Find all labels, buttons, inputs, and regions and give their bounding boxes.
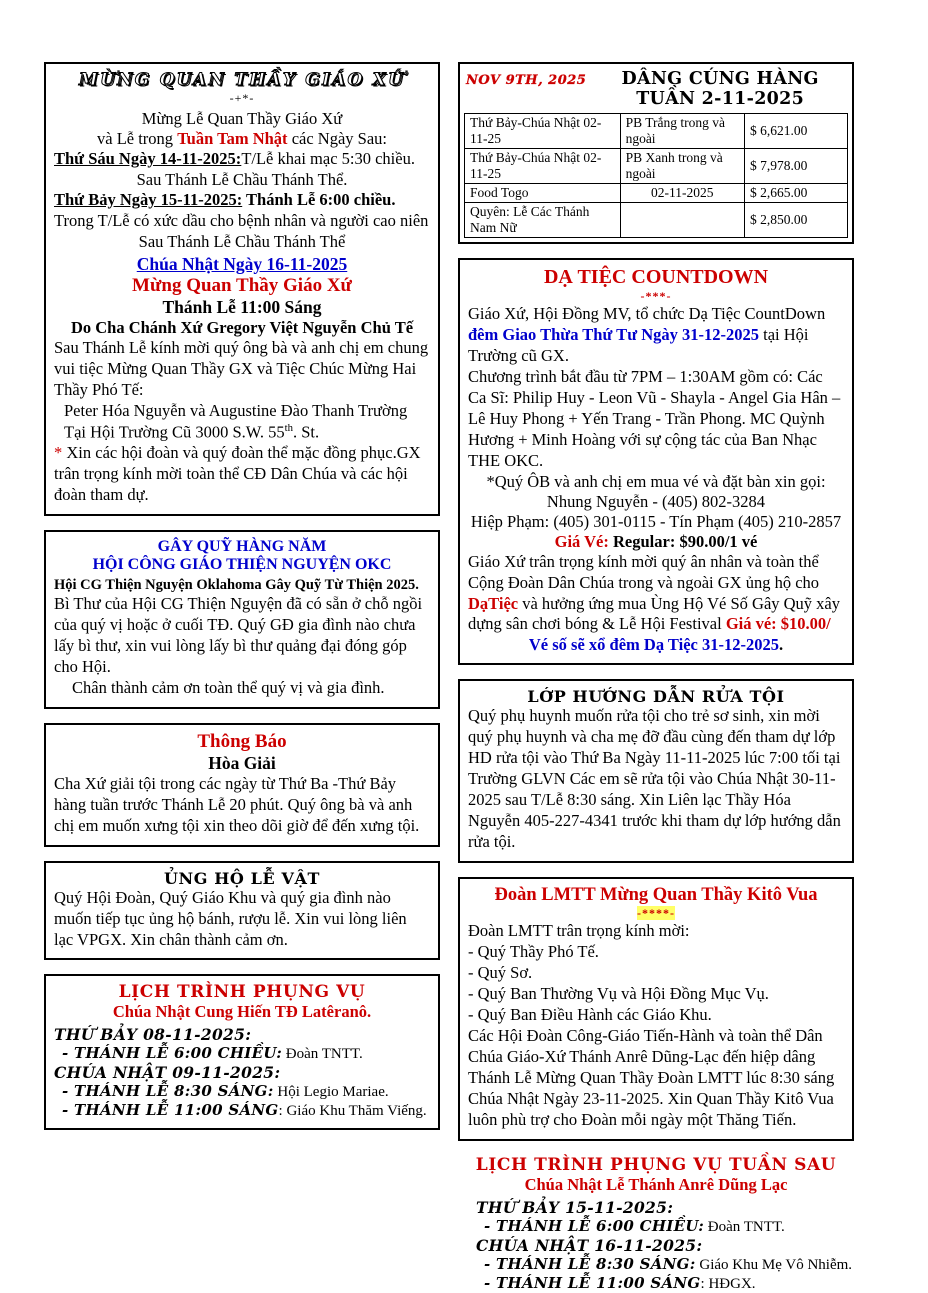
parish-feast-title: MỪNG QUAN THẦY GIÁO XỨ — [78, 70, 406, 90]
countdown-contact-intro: *Quý ÔB và anh chị em mua vé và đặt bàn xin gọi: — [486, 471, 826, 491]
notice-subtitle: Hòa Giải — [208, 752, 276, 773]
donation-amount: $ 2,665.00 — [745, 184, 848, 203]
asterisk-marker: * — [54, 443, 63, 463]
lmtt-title: Đoàn LMTT Mừng Quan Thầy Kitô Vua — [494, 885, 818, 906]
baptism-box — [458, 679, 854, 863]
next-schedule-day-2-item-1-text: Giáo Khu Mẹ Vô Nhiễm. — [695, 1256, 853, 1273]
friday-line — [54, 149, 430, 170]
schedule-day-2-item-2 — [54, 1101, 430, 1120]
parish-feast-separator: -+*- — [229, 91, 255, 105]
list-item: - Quý Ban Điều Hành các Giáo Khu. — [468, 1004, 712, 1024]
next-schedule-title: LỊCH TRÌNH PHỤNG VỤ TUẦN SAU — [475, 1154, 837, 1175]
left-column — [44, 62, 440, 1200]
countdown-box — [458, 258, 854, 665]
table-row — [465, 149, 848, 184]
countdown-contact-1: Nhung Nguyễn - (405) 802-3284 — [546, 491, 766, 511]
countdown-raffle-period: . — [778, 635, 784, 655]
fundraise-title-1: GÂY QUỸ HÀNG NĂM — [157, 537, 327, 555]
countdown-p4-b: và hưởng ứng mua Ùng Hộ Vé Số Gây Quỹ xây dựng sân chơi bóng & Lễ Hội Festival — [468, 593, 841, 634]
countdown-title: DẠ TIỆC COUNTDOWN — [543, 266, 769, 288]
venue-pre: Tại Hội Trường Cũ 3000 S.W. 55 — [64, 422, 285, 442]
fundraise-paragraph: Bì Thư của Hội CG Thiện Nguyện đã có sẵn ở chỗ ngồi của quý vị hoặc ở cuối TĐ. Quý GĐ gia đình nào chưa lấy bì thư, xin vui lòng lấy bì thư quảng đại đóng góp cho Hội. — [54, 593, 423, 676]
next-schedule-subtitle: Chúa Nhật Lễ Thánh Anrê Dũng Lạc — [524, 1174, 788, 1194]
schedule-day-2: CHÚA NHẬT 09-11-2025: — [54, 1063, 281, 1083]
donation-header — [464, 67, 848, 113]
table-row — [465, 203, 848, 238]
table-row — [465, 114, 848, 149]
line2-post: các Ngày Sau: — [287, 129, 387, 148]
donation-mid — [620, 203, 744, 238]
sunday-title: Mừng Quan Thầy Giáo Xứ — [132, 274, 352, 296]
schedule-day-1-item-label: - THÁNH LỄ 6:00 CHIỀU: — [62, 1044, 283, 1063]
lmtt-stars-text: -****- — [637, 906, 675, 921]
schedule-day-2-item-2-text: : Giáo Khu Thăm Viếng. — [278, 1103, 427, 1120]
next-schedule-box — [458, 1155, 854, 1293]
lmtt-box — [458, 877, 854, 1141]
donation-amount: $ 7,978.00 — [745, 149, 848, 184]
countdown-p1-pre: Giáo Xứ, Hội Đồng MV, tổ chức Dạ Tiệc CountDown — [468, 304, 826, 323]
countdown-p4-red2: Giá vé: $10.00/ — [725, 614, 831, 634]
parish-feast-box — [44, 62, 440, 516]
schedule-day-2-item-1-text: Hội Legio Mariae. — [273, 1084, 389, 1101]
right-column — [458, 62, 854, 1292]
donation-label: Thứ Bảy-Chúa Nhật 02-11-25 — [465, 114, 621, 149]
schedule-day-1-item-text: Đoàn TNTT. — [282, 1046, 363, 1063]
notice-box — [44, 723, 440, 847]
venue-line — [54, 422, 430, 443]
lmtt-body: Các Hội Đoàn Công-Giáo Tiến-Hành và toàn thể Dân Chúa Giáo-Xứ Thánh Anrê Dũng-Lạc đến hiệp dâng Thánh Lễ Mừng Quan Thầy Đoàn LMTT lúc 8:30 sáng Chúa Nhật Ngày 23-11-2025. Xin Quan Thầy Kitô Vua luôn phù trợ cho Đoàn mỗi ngày một Thăng Tiến. — [468, 1025, 835, 1129]
venue-sup: th — [284, 421, 293, 434]
feast-paragraph-3-text: Xin các hội đoàn và quý đoàn thể mặc đồng phục.GX trân trọng kính mời toàn thể CĐ Dân Chúa và các hội đoàn tham dự. — [54, 443, 421, 505]
countdown-p4-red1: DạTiệc — [468, 593, 519, 613]
offering-box — [44, 861, 440, 961]
celebrant: Do Cha Chánh Xứ Gregory Việt Nguyễn Chủ Tế — [70, 317, 414, 337]
saturday-sub2: Sau Thánh Lễ Chầu Thánh Thể — [138, 231, 346, 251]
schedule-day-2-item-1 — [54, 1082, 430, 1101]
next-schedule-day-1-item-text: Đoàn TNTT. — [704, 1218, 785, 1235]
next-schedule-day-2: CHÚA NHẬT 16-11-2025: — [476, 1235, 703, 1255]
saturday-text: Thánh Lễ 6:00 chiều. — [242, 189, 396, 209]
next-schedule-day-2-item-1 — [458, 1255, 854, 1274]
feast-paragraph-3 — [54, 443, 430, 506]
list-item: - Quý Ban Thường Vụ và Hội Đồng Mục Vụ. — [468, 983, 769, 1003]
donation-mid: 02-11-2025 — [620, 184, 744, 203]
donation-label: Thứ Bảy-Chúa Nhật 02-11-25 — [465, 149, 621, 184]
saturday-line — [54, 190, 430, 211]
friday-text: T/Lễ khai mạc 5:30 chiều. — [241, 149, 415, 168]
countdown-price-label: Giá Vé: — [554, 531, 613, 551]
donation-mid: PB Xanh trong và ngoài — [620, 149, 744, 184]
next-schedule-day-1: THỨ BẢY 15-11-2025: — [476, 1197, 674, 1217]
sunday-label: Chúa Nhật Ngày 16-11-2025 — [136, 253, 348, 274]
countdown-raffle-text: Vé số sẽ xổ đêm Dạ Tiệc 31-12-2025 — [528, 635, 779, 655]
parish-feast-line1: Mừng Lễ Quan Thầy Giáo Xứ — [141, 109, 343, 128]
notice-title: Thông Báo — [197, 730, 287, 752]
fundraise-title-2: HỘI CÔNG GIÁO THIỆN NGUYỆN OKC — [92, 555, 392, 573]
next-schedule-day-1-item-label: - THÁNH LỄ 6:00 CHIỀU: — [484, 1216, 705, 1235]
countdown-raffle-note — [468, 635, 844, 655]
offering-body: Quý Hội Đoàn, Quý Giáo Khu và quý gia đình nào muốn tiếp tục ủng hộ bánh, rượu lễ. Xin vui lòng liên lạc VPGX. Xin chân thành cảm ơn. — [54, 887, 407, 949]
donation-amount: $ 2,850.00 — [745, 203, 848, 238]
parish-feast-line2 — [54, 129, 430, 149]
countdown-paragraph-2: Chương trình bắt đầu từ 7PM – 1:30AM gồm có: Các Ca Sĩ: Philip Huy - Leon Vũ - Shayla - Angel Gia Hân – Lê Huy Phong + Yến Trang - Trần Phong. MC Quỳnh Hương + Minh Hoàng với sự cộng tác của Ban Nhạc THE OKC. — [468, 366, 841, 470]
mass-time: Thánh Lễ 11:00 Sáng — [162, 296, 322, 317]
donation-title: DÂNG CÚNG HÀNG TUẦN 2-11-2025 — [621, 69, 819, 109]
countdown-paragraph-4 — [468, 552, 844, 636]
donation-date-stamp: NOV 9TH, 2025 — [466, 73, 587, 88]
baptism-title: LỚP HƯỚNG DẪN RỬA TỘI — [527, 687, 785, 707]
countdown-price-value: Regular: $90.00/1 vé — [613, 531, 758, 551]
schedule-day-2-item-2-label: - THÁNH LỄ 11:00 SÁNG — [62, 1101, 279, 1120]
feast-paragraph-1: Sau Thánh Lễ kính mời quý ông bà và anh chị em chung vui tiệc Mừng Quan Thầy GX và Tiệc Chúc Mừng Hai Thầy Phó Tế: — [54, 337, 429, 399]
schedule-day-1-item — [54, 1044, 430, 1063]
donation-table — [464, 113, 848, 238]
friday-sub: Sau Thánh Lễ Chầu Thánh Thể. — [136, 169, 348, 189]
saturday-sub1: Trong T/Lễ có xức dầu cho bệnh nhân và người cao niên — [54, 210, 429, 230]
table-row — [465, 184, 848, 203]
next-schedule-day-2-item-2 — [458, 1274, 854, 1293]
next-schedule-day-2-item-2-text: : HĐGX. — [700, 1275, 756, 1292]
offering-title: ỦNG HỘ LỄ VẬT — [164, 868, 320, 888]
countdown-p1-post: tại Hội Trường cũ GX. — [468, 324, 809, 365]
schedule-subtitle: Chúa Nhật Cung Hiến TĐ Latêranô. — [112, 1002, 372, 1022]
schedule-title: LỊCH TRÌNH PHỤNG VỤ — [118, 982, 366, 1003]
next-schedule-day-1-item — [458, 1217, 854, 1236]
lmtt-intro: Đoàn LMTT trân trọng kính mời: — [468, 921, 690, 941]
countdown-stars: -***- — [640, 289, 672, 303]
countdown-paragraph-1 — [468, 304, 844, 367]
schedule-day-2-item-1-label: - THÁNH LỄ 8:30 SÁNG: — [62, 1082, 274, 1101]
venue-post: . St. — [292, 422, 320, 442]
fundraise-box — [44, 530, 440, 709]
list-item: - Quý Thầy Phó Tế. — [468, 942, 599, 962]
donation-label: Food Togo — [465, 184, 621, 203]
line2-pre: và Lễ trong — [97, 129, 178, 148]
friday-label: Thứ Sáu Ngày 14-11-2025: — [54, 149, 242, 168]
saturday-label: Thứ Bảy Ngày 15-11-2025: — [54, 189, 243, 209]
notice-body: Cha Xứ giải tội trong các ngày từ Thứ Ba -Thứ Bảy hàng tuần trước Thánh Lễ 20 phút. Quý ông bà và anh chị em muốn xưng tội xin theo dõi giờ để đến xưng tội. — [54, 773, 420, 835]
next-schedule-day-2-item-1-label: - THÁNH LỄ 8:30 SÁNG: — [484, 1254, 696, 1273]
countdown-contact-2: Hiệp Phạm: (405) 301-0115 - Tín Phạm (405) 210-2857 — [470, 511, 842, 531]
line2-highlight: Tuần Tam Nhật — [177, 129, 288, 148]
deacon-names: Peter Hóa Nguyễn và Augustine Đào Thanh Trường — [64, 400, 408, 420]
donation-mid: PB Trắng trong và ngoài — [620, 114, 744, 149]
baptism-body: Quý phụ huynh muốn rửa tội cho trẻ sơ sinh, xin mời quý phụ huynh và cha mẹ đỡ đầu cùng đến tham dự lớp HD rửa tội vào Thứ Ba Ngày 11-11-2025 lúc 7:00 tối tại Trường GLVN Các em sẽ rửa tội vào Chúa Nhật 30-11-2025 sau T/Lễ 8:30 sáng. Xin Liên lạc Thầy Hóa Nguyễn 405-227-4341 trước khi tham dự lớp hướng dẫn rửa tội. — [468, 706, 841, 852]
fundraise-line-1: Hội CG Thiện Nguyện Oklahoma Gây Quỹ Từ Thiện 2025. — [54, 576, 419, 593]
fundraise-thanks: Chân thành cảm ơn toàn thể quý vị và gia đình. — [72, 677, 385, 697]
donation-label: Quyên: Lễ Các Thánh Nam Nữ — [465, 203, 621, 238]
countdown-p4-a: Giáo Xứ trân trọng kính mời quý ân nhân và toàn thể Cộng Đoàn Dân Chúa trong và ngoài GX ủng hộ cho — [468, 551, 820, 592]
schedule-day-1: THỨ BẢY 08-11-2025: — [54, 1025, 252, 1045]
list-item: - Quý Sơ. — [468, 963, 533, 983]
next-schedule-day-2-item-2-label: - THÁNH LỄ 11:00 SÁNG — [484, 1273, 701, 1292]
donation-box — [458, 62, 854, 244]
schedule-box — [44, 974, 440, 1130]
countdown-date-highlight: đêm Giao Thừa Thứ Tư Ngày 31-12-2025 — [468, 324, 759, 344]
lmtt-stars — [468, 906, 844, 921]
donation-amount: $ 6,621.00 — [745, 114, 848, 149]
countdown-price — [468, 532, 844, 552]
